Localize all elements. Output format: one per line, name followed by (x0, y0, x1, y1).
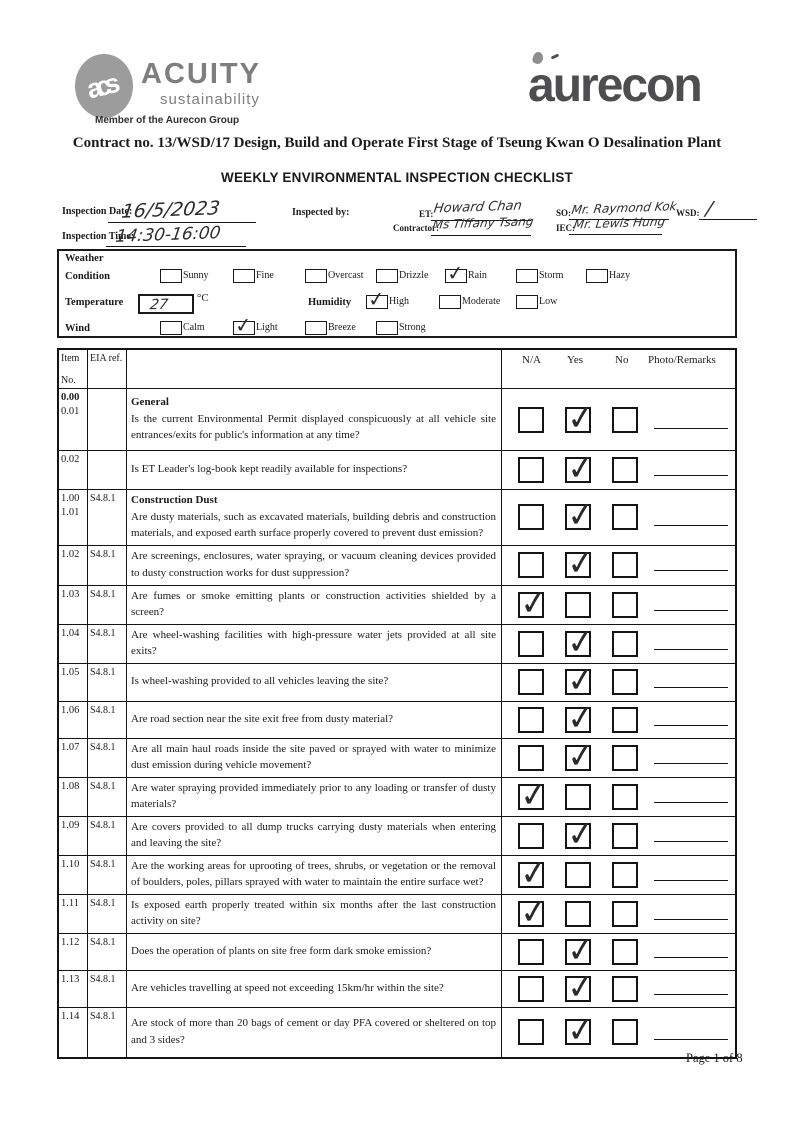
inspection-table (57, 348, 737, 1059)
no-checkbox[interactable] (612, 976, 638, 1002)
yes-checkbox[interactable]: ✓ (565, 811, 597, 855)
table-row (59, 733, 735, 777)
table-row (59, 657, 735, 702)
iec-value[interactable]: Mr. Lewis Hung (572, 214, 667, 232)
item-no: 1.10 (61, 858, 80, 870)
remarks-header: Photo/Remarks (648, 354, 716, 366)
table-row (59, 580, 735, 624)
fine-checkbox[interactable] (233, 269, 255, 283)
eia-ref: S4.8.1 (88, 664, 127, 701)
yes-checkbox[interactable] (565, 784, 591, 810)
humidity-moderate-label: Moderate (462, 296, 501, 307)
eia-ref: S4.8.1 (88, 546, 127, 585)
wind-breeze-label: Breeze (328, 322, 356, 333)
na-checkbox[interactable] (518, 407, 544, 433)
item-no-2: 0.01 (61, 406, 80, 417)
contractor-label: Contractor: (393, 223, 439, 233)
weather-title: Weather (65, 253, 104, 264)
yes-checkbox[interactable]: ✓ (565, 445, 597, 490)
wsd-label: WSD: (676, 208, 700, 218)
question-text: Are stock of more than 20 bags of cement or day PFA covered or sheltered on top and 3 sides? (131, 1017, 496, 1046)
condition-row (65, 260, 731, 288)
acuity-sustainability-label: sustainability (160, 91, 260, 108)
eia-ref: S4.8.1 (88, 971, 127, 1007)
item-no: 1.13 (61, 973, 80, 985)
item-no: 1.14 (61, 1010, 80, 1022)
et-label: ET: (419, 209, 434, 219)
wsd-value[interactable]: / (704, 197, 714, 221)
condition-label: Condition (65, 271, 110, 282)
table-row (59, 540, 735, 585)
table-row (59, 695, 735, 739)
hazy-checkbox[interactable] (586, 269, 608, 283)
table-row (59, 445, 735, 490)
table-header-row (59, 350, 735, 388)
wind-light-label: Light (256, 322, 278, 333)
item-no: 1.02 (61, 548, 80, 560)
eia-ref: S4.8.1 (88, 586, 127, 624)
no-checkbox[interactable] (612, 631, 638, 657)
remarks-line[interactable] (654, 919, 728, 920)
acuity-member-line: Member of the Aurecon Group (95, 115, 240, 126)
wind-row (65, 312, 731, 340)
overcast-label: Overcast (328, 270, 364, 281)
wind-calm-checkbox[interactable] (160, 321, 182, 335)
question-text: Are screenings, enclosures, water spraying, or vacuum cleaning devices provided to dusty construction works for dust suppression? (131, 550, 496, 579)
item-no: 1.05 (61, 666, 80, 678)
fine-label: Fine (256, 270, 274, 281)
inspection-time-value[interactable]: 14:30-16:00 (114, 223, 222, 247)
acuity-wordmark: ACUITY (141, 58, 261, 90)
storm-label: Storm (539, 270, 564, 281)
remarks-line[interactable] (654, 763, 728, 764)
eia-ref: S4.8.1 (88, 490, 127, 545)
iec-line[interactable] (569, 234, 662, 235)
question-text: Is exposed earth properly treated within six months after the last construction activity on site? (131, 898, 496, 927)
sunny-label: Sunny (183, 270, 209, 281)
yes-header: Yes (567, 354, 584, 366)
temperature-box[interactable] (138, 294, 194, 314)
eia-ref: S4.8.1 (88, 778, 127, 816)
eia-ref: S4.8.1 (88, 625, 127, 663)
overcast-checkbox[interactable] (305, 269, 327, 283)
remarks-line[interactable] (654, 428, 728, 429)
acuity-logo (75, 54, 133, 118)
table-row (59, 889, 735, 933)
remarks-line[interactable] (654, 610, 728, 611)
remarks-line[interactable] (654, 687, 728, 688)
question-text: Is ET Leader's log-book kept readily available for inspections? (131, 463, 408, 476)
item-header-2: No. (61, 375, 76, 386)
inspection-date-label: Inspection Date: (62, 206, 133, 217)
no-checkbox[interactable] (612, 1019, 638, 1045)
drizzle-label: Drizzle (399, 270, 429, 281)
eia-ref: S4.8.1 (88, 817, 127, 855)
table-row (59, 388, 735, 450)
na-checkbox[interactable]: ✓ (518, 889, 550, 933)
rain-label: Rain (468, 270, 487, 281)
remarks-line[interactable] (654, 1039, 728, 1040)
eia-ref: S4.8.1 (88, 934, 127, 970)
humidity-low-label: Low (539, 296, 558, 307)
question-text: Are covers provided to all dump trucks carrying dusty materials when entering and leaving the site? (131, 820, 496, 849)
item-no: 0.02 (61, 454, 80, 465)
table-row (59, 772, 735, 816)
na-checkbox[interactable] (518, 457, 544, 483)
yes-checkbox[interactable]: ✓ (565, 695, 597, 739)
na-checkbox[interactable] (518, 707, 544, 733)
table-row (59, 1007, 735, 1057)
no-checkbox[interactable] (612, 784, 638, 810)
question-text: Are road section near the site exit free from dusty material? (131, 712, 394, 725)
eia-header: EIA ref. (88, 350, 127, 388)
question-text: Are the working areas for uprooting of trees, shrubs, or vegetation or the removal of boulders, poles, pillars sprayed with water to maintain the entire surface wet? (131, 859, 496, 888)
no-checkbox[interactable] (612, 745, 638, 771)
item-no: 1.03 (61, 588, 80, 600)
item-header: Item (61, 353, 80, 364)
eia-ref (88, 389, 127, 450)
humidity-moderate-checkbox[interactable] (439, 295, 461, 309)
acs-logo-letters: acs (84, 68, 118, 105)
remarks-line[interactable] (654, 649, 728, 650)
temperature-value: 27 (148, 296, 170, 314)
no-checkbox[interactable] (612, 823, 638, 849)
iec-label: IEC: (556, 223, 576, 233)
na-checkbox[interactable] (518, 745, 544, 771)
so-label: SO: (556, 208, 572, 218)
item-no: 1.04 (61, 627, 80, 639)
yes-checkbox[interactable]: ✓ (565, 540, 597, 585)
yes-checkbox[interactable]: ✓ (565, 733, 597, 777)
remarks-line[interactable] (654, 957, 728, 958)
wind-strong-checkbox[interactable] (376, 321, 398, 335)
no-checkbox[interactable] (612, 552, 638, 578)
contract-title: Contract no. 13/WSD/17 Design, Build and Operate First Stage of Tseung Kwan O Desalination Plant (72, 135, 722, 151)
table-row (59, 927, 735, 971)
item-no: 1.06 (61, 704, 80, 716)
no-checkbox[interactable] (612, 504, 638, 530)
inspection-time-line[interactable] (106, 246, 246, 247)
question-text: Is the current Environmental Permit displayed conspicuously at all vehicle site entrances/exits for public's information at any time? (131, 412, 496, 442)
na-checkbox[interactable] (518, 1019, 544, 1045)
yes-checkbox[interactable] (565, 901, 591, 927)
humidity-label: Humidity (308, 297, 352, 308)
question-text: Are wheel-washing facilities with high-pressure water jets provided at all site exits? (131, 628, 496, 657)
wind-calm-label: Calm (183, 322, 205, 333)
no-checkbox[interactable] (612, 939, 638, 965)
table-row (59, 489, 735, 545)
storm-checkbox[interactable] (516, 269, 538, 283)
yes-checkbox[interactable] (565, 592, 591, 618)
eia-ref: S4.8.1 (88, 702, 127, 738)
contractor-line[interactable] (431, 235, 531, 236)
yes-checkbox[interactable]: ✓ (565, 619, 597, 663)
remarks-line[interactable] (654, 570, 728, 571)
yes-checkbox[interactable]: ✓ (565, 927, 597, 971)
yes-checkbox[interactable]: ✓ (565, 964, 597, 1008)
na-checkbox[interactable] (518, 939, 544, 965)
question-text: Does the operation of plants on site free form dark smoke emission? (131, 944, 432, 957)
yes-checkbox[interactable]: ✓ (565, 1007, 597, 1052)
remarks-line[interactable] (654, 525, 728, 526)
et-value[interactable]: Howard Chan (432, 198, 523, 217)
question-text: Are dusty materials, such as excavated materials, building debris and construction materials, and exposed earth surface properly covered to prevent dust emission? (131, 510, 496, 539)
na-checkbox[interactable]: ✓ (518, 850, 550, 894)
question-text: Are all main haul roads inside the site paved or sprayed with water to minimize dust emission during vehicle movement? (131, 742, 496, 771)
rain-checkbox[interactable]: ✓ (445, 269, 467, 283)
na-header: N/A (522, 354, 541, 366)
no-checkbox[interactable] (612, 407, 638, 433)
wind-breeze-checkbox[interactable] (305, 321, 327, 335)
hazy-label: Hazy (609, 270, 631, 281)
section-title: General (131, 396, 169, 409)
wind-label: Wind (65, 323, 90, 334)
aurecon-wordmark: aurecon (528, 59, 701, 112)
item-no: 1.09 (61, 819, 80, 831)
na-checkbox[interactable] (518, 669, 544, 695)
eia-ref: S4.8.1 (88, 895, 127, 933)
eia-ref: S4.8.1 (88, 739, 127, 777)
inspected-by-label: Inspected by: (292, 207, 350, 218)
question-text: Are water spraying provided immediately prior to any loading or transfer of dusty materials? (131, 781, 496, 810)
item-no: 1.08 (61, 780, 80, 792)
inspection-date-line[interactable] (108, 222, 256, 223)
na-checkbox[interactable] (518, 552, 544, 578)
na-checkbox[interactable] (518, 976, 544, 1002)
remarks-line[interactable] (654, 880, 728, 881)
question-text: Are vehicles travelling at speed not exceeding 15km/hr within the site? (131, 981, 444, 994)
section-title: Construction Dust (131, 494, 218, 506)
inspection-date-value[interactable]: 16/5/2023 (120, 197, 222, 223)
item-no: 1.00 (61, 493, 80, 504)
remarks-line[interactable] (654, 475, 728, 476)
table-row (59, 850, 735, 894)
weather-section (57, 249, 737, 338)
temperature-row (65, 286, 731, 314)
temperature-label: Temperature (65, 297, 124, 308)
yes-checkbox[interactable] (565, 862, 591, 888)
item-no: 1.11 (61, 897, 79, 909)
na-checkbox[interactable]: ✓ (518, 580, 550, 624)
eia-ref (88, 451, 127, 489)
no-header: No (615, 354, 629, 366)
page-title: WEEKLY ENVIRONMENTAL INSPECTION CHECKLIST (221, 170, 573, 185)
na-checkbox[interactable] (518, 631, 544, 657)
sunny-checkbox[interactable] (160, 269, 182, 283)
no-checkbox[interactable] (612, 457, 638, 483)
table-row (59, 619, 735, 663)
no-checkbox[interactable] (612, 862, 638, 888)
remarks-line[interactable] (654, 802, 728, 803)
so-value[interactable]: Mr. Raymond Kok (570, 199, 678, 217)
remarks-line[interactable] (654, 994, 728, 995)
item-no-2: 1.01 (61, 507, 80, 518)
yes-checkbox[interactable]: ✓ (565, 493, 597, 537)
item-no: 1.12 (61, 936, 80, 948)
wind-light-checkbox[interactable]: ✓ (233, 321, 255, 335)
table-row (59, 811, 735, 855)
inspection-time-label: Inspection Time: (62, 231, 135, 242)
table-row (59, 964, 735, 1008)
wsd-line[interactable] (699, 219, 757, 220)
remarks-line[interactable] (654, 841, 728, 842)
na-checkbox[interactable] (518, 504, 544, 530)
item-no: 1.07 (61, 741, 80, 753)
no-checkbox[interactable] (612, 592, 638, 618)
no-checkbox[interactable] (612, 707, 638, 733)
page-number: Page 1 of 8 (686, 1051, 743, 1065)
drizzle-checkbox[interactable] (376, 269, 398, 283)
question-text: Are fumes or smoke emitting plants or construction activities shielded by a screen? (131, 589, 496, 618)
humidity-high-checkbox[interactable]: ✓ (366, 295, 388, 309)
humidity-low-checkbox[interactable] (516, 295, 538, 309)
na-checkbox[interactable]: ✓ (518, 772, 550, 816)
yes-checkbox[interactable]: ✓ (565, 657, 597, 702)
yes-checkbox[interactable]: ✓ (565, 395, 597, 439)
question-text: Is wheel-washing provided to all vehicles leaving the site? (131, 675, 389, 688)
humidity-high-label: High (389, 296, 409, 307)
no-checkbox[interactable] (612, 669, 638, 695)
remarks-line[interactable] (654, 725, 728, 726)
eia-ref: S4.8.1 (88, 1008, 127, 1057)
wind-strong-label: Strong (399, 322, 426, 333)
eia-ref: S4.8.1 (88, 856, 127, 894)
contractor-value[interactable]: Ms Tiffany Tsang (431, 214, 535, 232)
item-no: 0.00 (61, 392, 80, 403)
na-checkbox[interactable] (518, 823, 544, 849)
temperature-unit: °C (197, 292, 209, 304)
no-checkbox[interactable] (612, 901, 638, 927)
